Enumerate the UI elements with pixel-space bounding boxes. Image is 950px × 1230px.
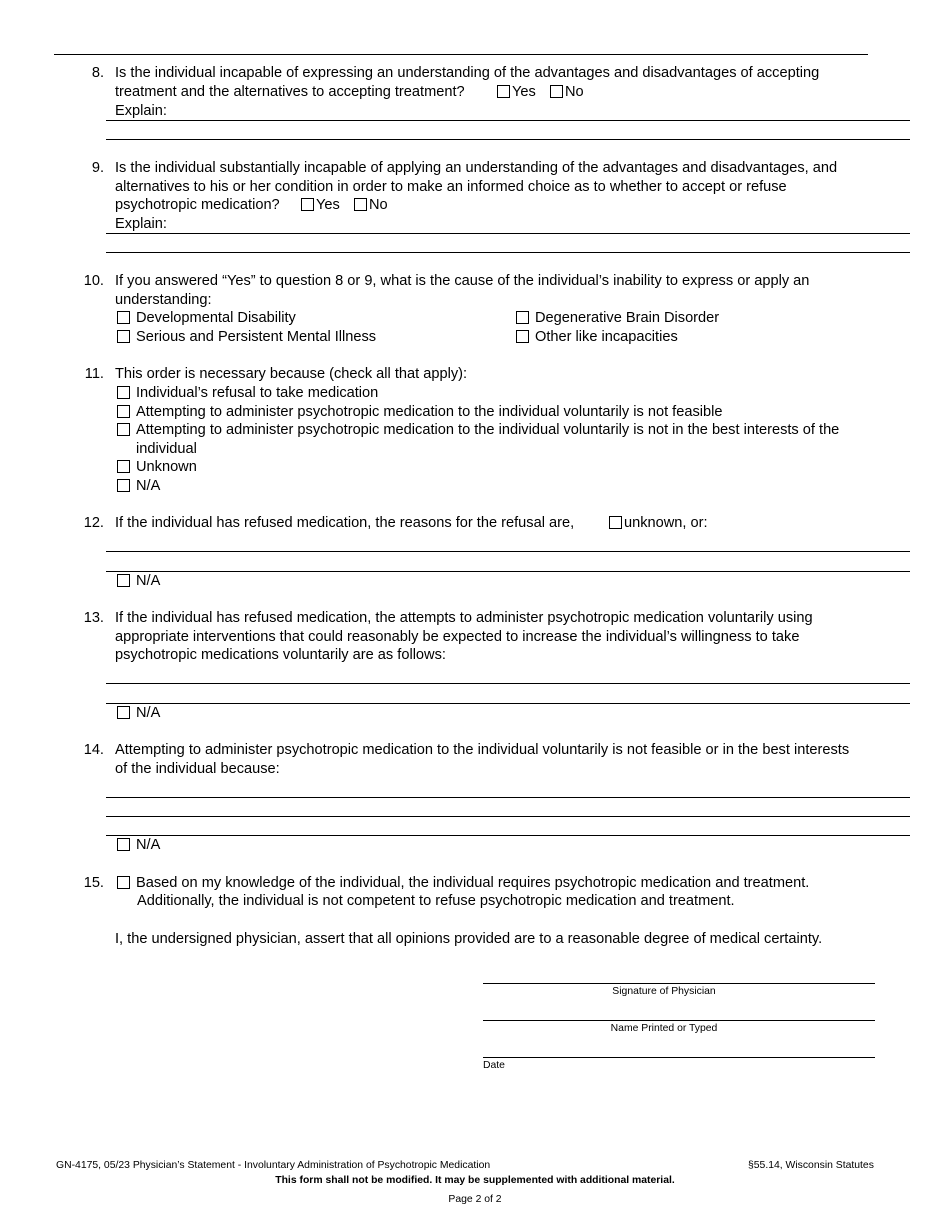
q11-text-line1: This order is necessary because (check all that apply): — [115, 366, 468, 382]
q12-number: 12. — [83, 515, 104, 531]
q10-mental-illness-label: Serious and Persistent Mental Illness — [136, 329, 377, 345]
q8-text-line2: treatment and the alternatives to accepting treatment? — [115, 84, 465, 100]
q8-explain-label: Explain: — [115, 103, 167, 119]
q11-refusal-checkbox[interactable] — [117, 386, 130, 399]
q11-number: 11. — [84, 366, 104, 382]
q10-text-line2: understanding: — [115, 292, 212, 308]
q14-answer-line-2[interactable] — [106, 816, 910, 817]
date-line[interactable] — [483, 1057, 875, 1058]
q12-na-checkbox[interactable] — [117, 574, 130, 587]
signature-line[interactable] — [483, 983, 875, 984]
q10-other-incapacities-label: Other like incapacities — [535, 329, 678, 345]
q9-text-line1: Is the individual substantially incapable of applying an understanding of the advantages and disadvantages, and — [115, 160, 838, 176]
q12-unknown-checkbox[interactable] — [609, 516, 622, 529]
q13-na-label: N/A — [136, 705, 161, 721]
footer-statute: §55.14, Wisconsin Statutes — [748, 1160, 874, 1171]
q8-no-checkbox[interactable] — [550, 85, 563, 98]
q9-no-label: No — [369, 197, 388, 213]
q14-answer-line-1[interactable] — [106, 797, 910, 798]
q11-unknown-checkbox[interactable] — [117, 460, 130, 473]
q14-number: 14. — [83, 742, 104, 758]
q13-number: 13. — [83, 610, 104, 626]
q11-na-label: N/A — [136, 478, 161, 494]
q10-other-incapacities-checkbox[interactable] — [516, 330, 529, 343]
q9-yes-checkbox[interactable] — [301, 198, 314, 211]
q15-text-line2: Additionally, the individual is not competent to refuse psychotropic medication and treatment. — [137, 893, 735, 909]
q14-text-line2: of the individual because: — [115, 761, 280, 777]
name-label: Name Printed or Typed — [610, 1023, 718, 1034]
q9-explain-line-2[interactable] — [106, 252, 910, 253]
q13-text-line1: If the individual has refused medication, the attempts to administer psychotropic medication voluntarily using — [115, 610, 813, 626]
q9-number: 9. — [91, 160, 104, 176]
footer-page-number: Page 2 of 2 — [448, 1194, 502, 1205]
q9-no-checkbox[interactable] — [354, 198, 367, 211]
q10-number: 10. — [83, 273, 104, 289]
q9-text-line2: alternatives to his or her condition in order to make an informed choice as to whether to accept or refuse — [115, 179, 787, 195]
q9-text-line3: psychotropic medication? — [115, 197, 280, 213]
q9-yes-label: Yes — [316, 197, 340, 213]
q15-text-line1: Based on my knowledge of the individual, the individual requires psychotropic medication and treatment. — [136, 875, 810, 891]
q8-explain-line-1[interactable] — [106, 120, 910, 121]
footer-form-id: GN-4175, 05/23 Physician’s Statement - Involuntary Administration of Psychotropic Medication — [56, 1160, 491, 1171]
q8-no-label: No — [565, 84, 584, 100]
q12-unknown-label: unknown, or: — [624, 515, 708, 531]
q11-not-best-interests-label-line1: Attempting to administer psychotropic medication to the individual voluntarily is not in the best interests of the — [136, 422, 840, 438]
q10-developmental-disability-checkbox[interactable] — [117, 311, 130, 324]
q12-answer-line-1[interactable] — [106, 551, 910, 552]
q12-text-line1: If the individual has refused medication, the reasons for the refusal are, — [115, 515, 575, 531]
q10-developmental-disability-label: Developmental Disability — [136, 310, 296, 326]
q11-not-feasible-label: Attempting to administer psychotropic medication to the individual voluntarily is not feasible — [136, 404, 723, 420]
q14-answer-line-3[interactable] — [106, 835, 910, 836]
q9-explain-label: Explain: — [115, 216, 167, 232]
q13-text-line2: appropriate interventions that could reasonably be expected to increase the individual’s willingness to take — [115, 629, 800, 645]
q8-yes-checkbox[interactable] — [497, 85, 510, 98]
top-rule — [54, 54, 868, 55]
q13-text-line3: psychotropic medications voluntarily are as follows: — [115, 647, 446, 663]
q8-number: 8. — [91, 65, 104, 81]
q13-answer-line-2[interactable] — [106, 703, 910, 704]
q11-refusal-label: Individual’s refusal to take medication — [136, 385, 379, 401]
q12-answer-line-2[interactable] — [106, 571, 910, 572]
q8-yes-label: Yes — [512, 84, 536, 100]
q12-na-label: N/A — [136, 573, 161, 589]
footer-notice: This form shall not be modified. It may be supplemented with additional material. — [275, 1175, 675, 1186]
q14-na-label: N/A — [136, 837, 161, 853]
q8-explain-line-2[interactable] — [106, 139, 910, 140]
signature-label: Signature of Physician — [612, 986, 716, 997]
q14-text-line1: Attempting to administer psychotropic medication to the individual voluntarily is not feasible or in the best interests — [115, 742, 850, 758]
attestation-text: I, the undersigned physician, assert that all opinions provided are to a reasonable degree of medical certainty. — [115, 931, 823, 947]
q15-number: 15. — [83, 875, 104, 891]
q11-na-checkbox[interactable] — [117, 479, 130, 492]
q10-mental-illness-checkbox[interactable] — [117, 330, 130, 343]
q13-answer-line-1[interactable] — [106, 683, 910, 684]
q10-degenerative-brain-disorder-label: Degenerative Brain Disorder — [535, 310, 720, 326]
q15-checkbox[interactable] — [117, 876, 130, 889]
q9-explain-line-1[interactable] — [106, 233, 910, 234]
q11-not-best-interests-label-line2: individual — [136, 441, 197, 457]
q13-na-checkbox[interactable] — [117, 706, 130, 719]
q11-not-best-interests-checkbox[interactable] — [117, 423, 130, 436]
name-line[interactable] — [483, 1020, 875, 1021]
q8-text-line1: Is the individual incapable of expressing an understanding of the advantages and disadvantages of accepting — [115, 65, 820, 81]
q10-text-line1: If you answered “Yes” to question 8 or 9, what is the cause of the individual’s inability to express or apply an — [115, 273, 810, 289]
q14-na-checkbox[interactable] — [117, 838, 130, 851]
q11-unknown-label: Unknown — [136, 459, 197, 475]
q11-not-feasible-checkbox[interactable] — [117, 405, 130, 418]
date-label: Date — [483, 1060, 505, 1071]
q10-degenerative-brain-disorder-checkbox[interactable] — [516, 311, 529, 324]
